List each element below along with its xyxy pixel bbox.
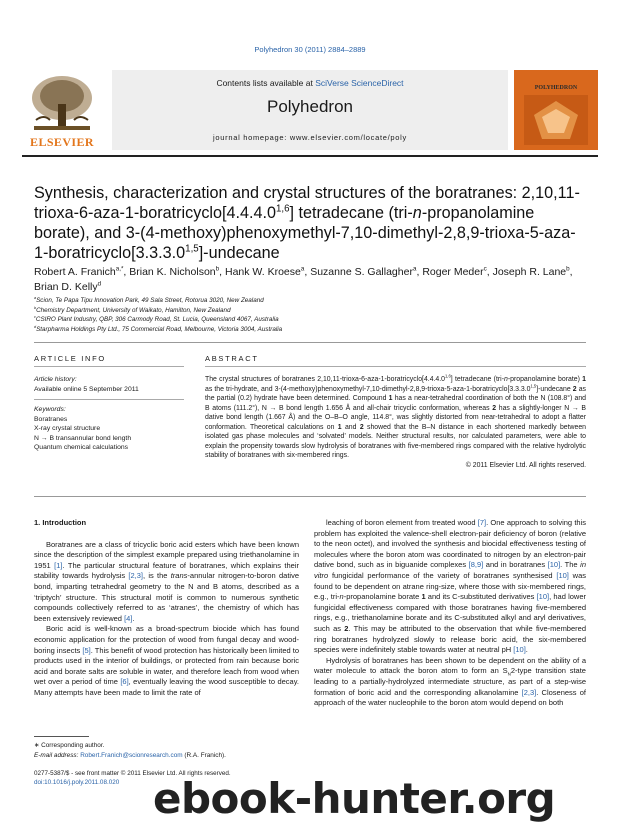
keyword: Quantum chemical calculations [34,444,129,451]
author[interactable]: Robert A. Franich$^{a,*}$ [34,265,124,278]
email-line: E-mail address: Robert.Franich@scionresearch.com (R.A. Franich). [34,751,226,759]
history-label: Article history: [34,376,77,383]
author[interactable]: Joseph R. Lane$^b$ [492,265,570,278]
journal-cover-graphic-icon [524,95,588,145]
header-rule [22,155,598,157]
keywords-block [34,405,194,453]
author[interactable]: Suzanne S. Gallagher$^a$ [310,265,417,278]
citation-link[interactable]: [7] [477,518,487,527]
article-info-rule-2 [34,399,184,400]
citation-link[interactable]: [10] [547,560,561,570]
journal-title: Polyhedron [266,97,353,116]
author[interactable]: Hank W. Kroese$^a$ [224,265,305,278]
history-value: Available online 5 September 2011 [34,385,139,393]
keyword: Boratranes [34,415,68,423]
citation-link[interactable]: [2,3] [521,687,537,697]
elsevier-wordmark: ELSEVIER [30,135,94,149]
keyword: X-ray crystal structure [34,425,101,432]
footnote-rule [34,736,89,737]
citation-link[interactable]: [8,9] [468,560,484,570]
intro-column-left [34,518,299,699]
corresponding-author-note: ∗ Corresponding author. [34,742,105,749]
journal-cover-title: POLYHEDRON [534,85,578,91]
author[interactable]: Brian D. Kelly$^d$ [34,280,102,293]
citation-link[interactable]: [5] [82,645,91,655]
issn-line: 0277-5387/$ - see front matter © 2011 Elsevier Ltd. All rights reserved. [34,770,231,777]
affiliation: $^b$Chemistry Department, University of Waikato, Hamilton, New Zealand [34,305,231,314]
contents-line [112,78,508,88]
citation-link[interactable]: [4] [124,613,133,623]
section-rule [34,342,586,343]
citation-link[interactable]: [10] [556,570,569,580]
author[interactable]: Brian K. Nicholson$^b$ [129,265,220,278]
body-rule [34,496,586,497]
footnote [34,741,299,760]
email-link[interactable]: Robert.Franich@scionresearch.com [80,751,183,759]
affiliation: $^c$CSIRO Plant Industry, QBP, 306 Carmody Road, St. Lucia, Queensland 4067, Australia [34,314,279,323]
citation-link[interactable]: [6] [120,677,129,687]
affiliations [34,296,554,334]
author[interactable]: Roger Meder$^c$ [422,265,487,278]
article-info-rule [34,366,184,367]
article-info-heading: ARTICLE INFO [34,354,106,363]
contents-prefix: Contents lists available at [216,78,313,88]
watermark-text: ebook-hunter.org [153,774,556,823]
intro-column-right [314,518,586,709]
journal-homepage[interactable]: journal homepage: www.elsevier.com/locate/poly [213,133,407,142]
sciencedirect-link[interactable]: SciVerse ScienceDirect [315,78,404,88]
abstract-rule [205,366,586,367]
keywords-label: Keywords: [34,406,66,413]
intro-right-text: leaching of boron element from treated wood [7]. One approach to solving this problem has exploited the valence-shell electron-pair deficiency of boron (relative to the neon octet), and involved the synthesis and biocidal effectiveness testing of molecules where the boron atom was coordinated to nitrogen by an electron-pair dative bond, such as in biguanide complexes [8,9] and in boratranes [10]. The in vitro fungicidal performance of the variety of boratranes synthesised [10] was found to be dependent on atrane ring-size, where those with six-membered rings, e.g., tri-n-propanolamine borate 1 and its C-substituted derivatives [10], had lower fungicidal effectiveness compared with those boratranes having five-membered rings, e.g., triethanolamine borate and its C-substituted alkyl and aryl derivatives, such as 2. This may be attributed to the observation that while five-membered ring boratranes hydrolyzed slowly to release boric acid, the six-membered species were indefinitely stable towards water at neutral pH [10]. Hydrolysis of boratranes has been shown to be dependent on the ability of a water molecule to attack the boron atom to form an $S_N2$-type transition state leading to a partially-hydrolyzed intermediate structure, as part of a step-wise formation of boric acid and the corresponding alkanolamine [2,3]. Closeness of approach of the water nucleophile to the boron atom would depend on both [314,518,586,708]
article-title: Synthesis, characterization and crystal structures of the boratranes: 2,10,11-trioxa-6-aza-1-boratricyclo[4.4.4.0$^{1,6}$] tetradecane (tri-n-propanolamine borate), and 3-(4-methoxy)phenoxymethyl-7,10-dimethyl-2,8,9-trioxa-5-aza-1-boratricyclo[3.3.3.0$^{1,5}$]-undecane [34,184,580,262]
citation-link[interactable]: [10] [513,645,526,655]
abstract-copyright: © 2011 Elsevier Ltd. All rights reserved. [465,461,586,469]
affiliation: $^a$Scion, Te Papa Tipu Innovation Park, 49 Sala Street, Rotorua 3020, New Zealand [34,295,264,304]
article-history [34,375,194,394]
abstract-heading: ABSTRACT [205,354,259,363]
citation-link[interactable]: [2,3] [128,571,143,581]
intro-left-text: Boratranes are a class of tricyclic boric acid esters which have been known since the description of the simplest example prepared using triethanolamine in 1951 [1]. The particular structural feature of boratranes, which explains their stability towards hydrolysis [2,3], is the trans-annular nitrogen-to-boron dative bond, imparting tetrahedral geometry to the N and B atoms, described as a ‘triptych’ structure. This structural motif is common to numerous synthetic compounds collectively referred to as ‘atranes’, the chemistry of which has been extensively reviewed [4]. Boric acid is well-known as a broad-spectrum biocide which has found economic application for the protection of wood from fungal decay and wood-boring insects [5]. This benefit of wood protection has historically been limited to products used in the interior of buildings, or protected from rain because boric acid and borate salts are soluble in water, and therefore leach from wood when wet over a period of time [6], eventually leaving the wood susceptible to decay. Many attempts have been made to limit the rate of [34,539,300,697]
doi-link[interactable]: doi:10.1016/j.poly.2011.08.020 [34,778,120,786]
keyword: N → B transannular bond length [34,434,132,442]
citation-link[interactable]: [1] [54,560,63,570]
author-list: Robert A. Franich$^{a,*}$, Brian K. Nicholson$^b$, Hank W. Kroese$^a$, Suzanne S. Gallagher$^a$, Roger Meder$^c$, Joseph R. Lane$^b$, Brian D. Kelly$^d$ [34,265,573,293]
affiliation: $^d$Starpharma Holdings Pty Ltd., 75 Commercial Road, Melbourne, Victoria 3004, Australia [34,324,283,333]
intro-heading: 1. Introduction [34,518,87,527]
citation-link[interactable]: [10] [536,592,550,602]
journal-reference[interactable]: Polyhedron 30 (2011) 2884–2889 [254,45,366,54]
abstract-text: The crystal structures of boratranes 2,10,11-trioxa-6-aza-1-boratricyclo[4.4.4.0$^{1,6}$] tetradecane (tri-n-propanolamine borate) 1 as the tri-hydrate, and 3-(4-methoxy)phenoxymethyl-7,10-dimethyl-2,8,9-trioxa-5-aza-1-boratricyclo[3.3.3.0$^{1,5}$]-undecane 2 as the partial (0.2) hydrate have been determined. Compound 1 has a near-tetrahedral coordination of both the N (108.8°) and B atoms (111.2°), N → B bond length 1.656 Å and all-chair tricyclic conformation, whereas 2 has a slightly-longer N → B dative bond length (1.667 Å) and the O–B–O angle, 114.8°, was slightly distorted from near-tetrahedral to adopt a flatter conformation. Theoretical calculations on 1 and 2 showed that the B–N distance in each shortened markedly between isolated gas phase molecules and ‘solvated’ models. Neither structural results, nor calculated parameters, were able to explain the propensity towards slow hydrolysis of boratranes with five-membered rings compared with the relative hydrolytic stability of boratranes with six-membered rings. © 2011 Elsevier Ltd. All rights reserved. [205,373,587,469]
